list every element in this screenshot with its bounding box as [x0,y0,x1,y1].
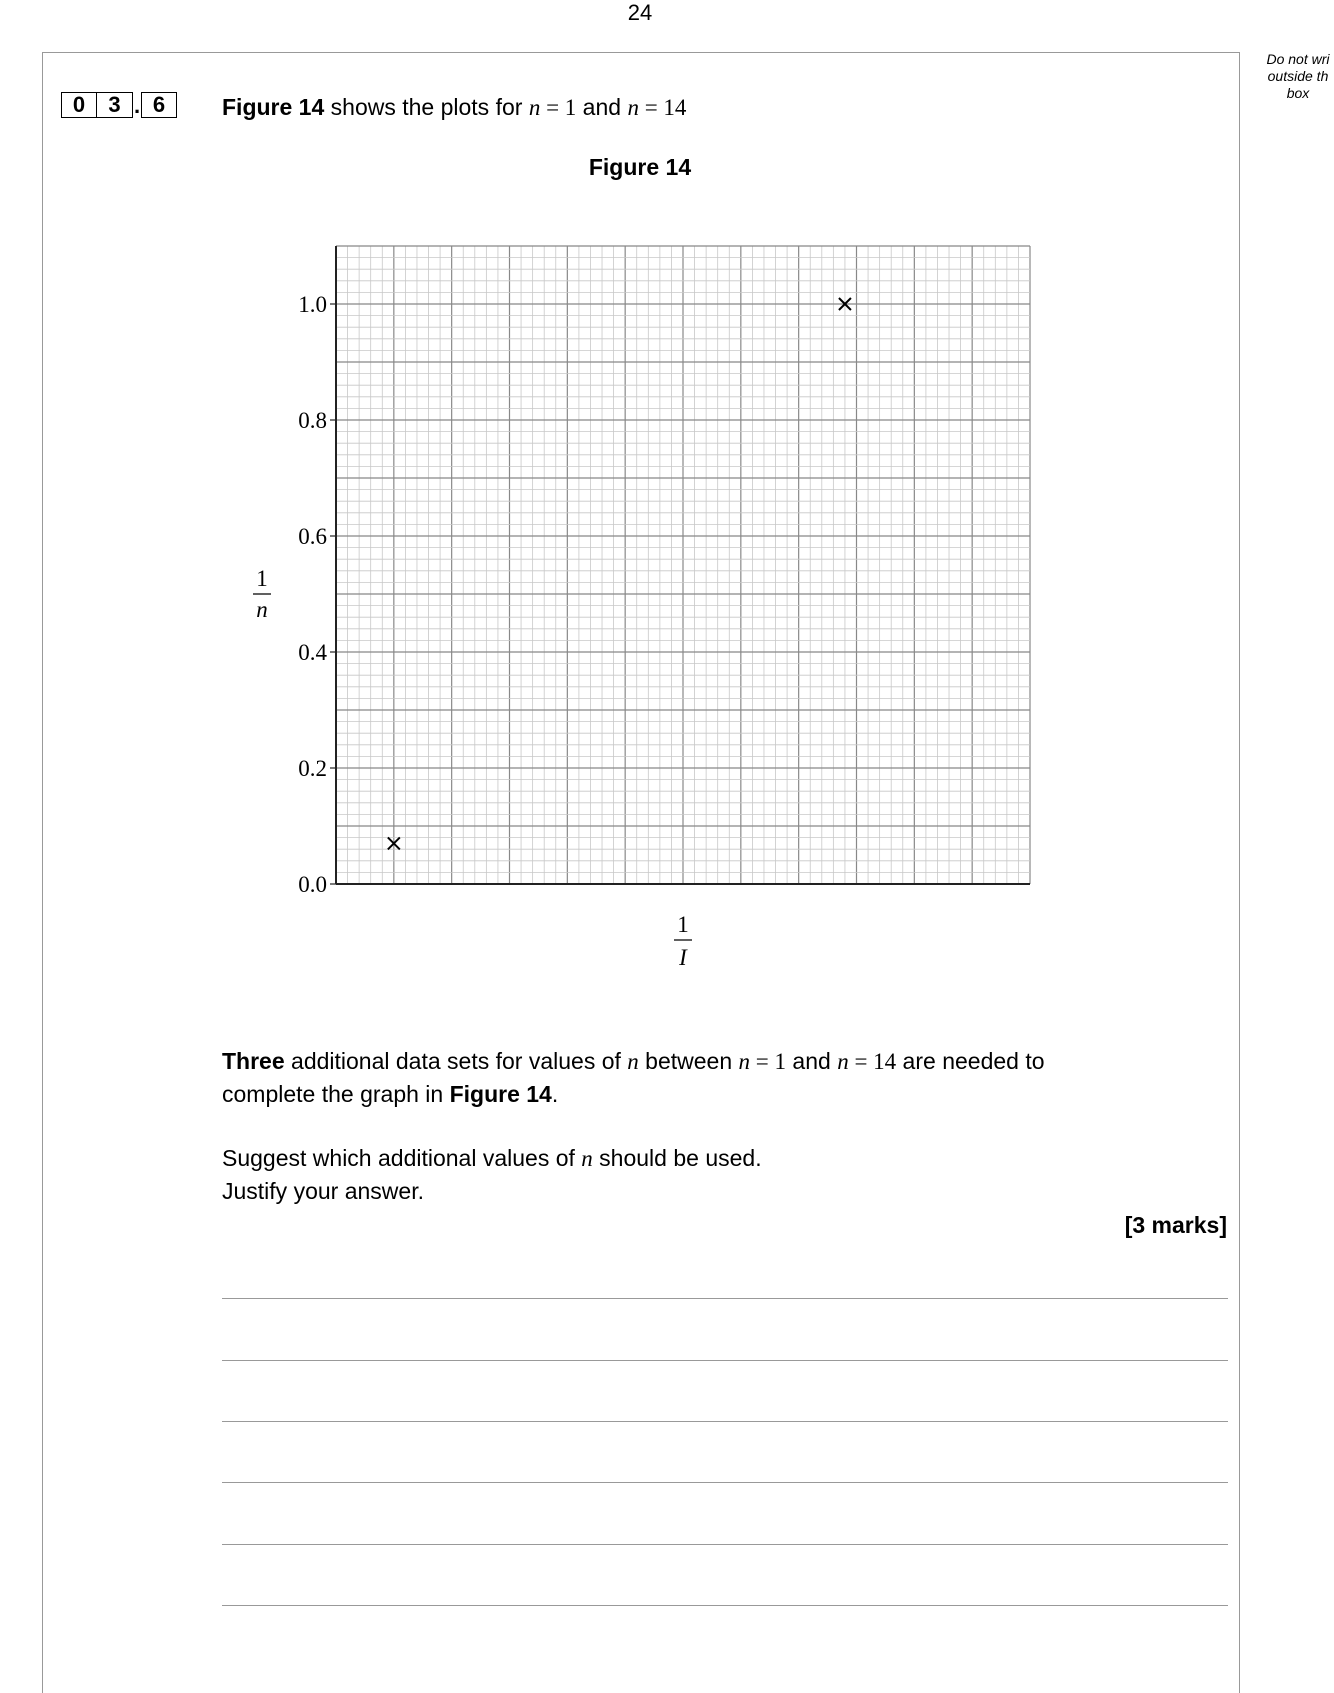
margin-note-line-2: outside th [1267,68,1329,84]
answer-line[interactable] [222,1605,1228,1606]
answer-line[interactable] [222,1298,1228,1299]
x-axis-label-denominator: I [679,945,687,970]
paragraph-2 [222,1142,762,1207]
intro-figure-ref: Figure 14 [222,94,325,120]
p1-three: Three [222,1048,285,1074]
y-tick-label: 0.0 [298,872,327,897]
y-axis-label-denominator: n [256,597,268,622]
paragraph-2-line-2: Justify your answer. [222,1178,424,1204]
question-number-box-2: 3 [97,92,133,118]
page-number: 24 [627,0,653,25]
paragraph-1-line-2: complete the graph in Figure 14. [222,1081,559,1107]
answer-line[interactable] [222,1360,1228,1361]
y-tick-label: 0.4 [298,640,327,665]
paragraph-1 [222,1045,1045,1110]
paragraph-1-line-1: Three additional data sets for values of n between n = 1 and n = 14 are needed to [222,1048,1045,1074]
margin-note-line-3: box [1286,85,1310,101]
answer-line[interactable] [222,1482,1228,1483]
x-axis-label-numerator: 1 [677,912,689,937]
paragraph-2-line-1: Suggest which additional values of n should be used. [222,1145,762,1171]
y-tick-label: 0.6 [298,524,327,549]
margin-note-line-1: Do not wri [1266,51,1330,67]
intro-and: and [576,94,628,120]
question-number-box-1: 0 [61,92,97,118]
intro-math-1: n = 1 [528,95,577,120]
figure-title: Figure 14 [588,154,692,180]
marks-label: [3 marks] [1124,1212,1227,1238]
question-number-dot: . [133,93,141,118]
answer-line[interactable] [222,1421,1228,1422]
y-tick-label: 1.0 [298,292,327,317]
y-tick-label: 0.2 [298,756,327,781]
intro-text: shows the plots for [324,94,529,120]
y-axis-label-numerator: 1 [256,566,268,591]
question-number-box-3: 6 [141,92,177,118]
intro-math-2: n = 14 [627,95,687,120]
answer-line[interactable] [222,1544,1228,1545]
y-tick-label: 0.8 [298,408,327,433]
